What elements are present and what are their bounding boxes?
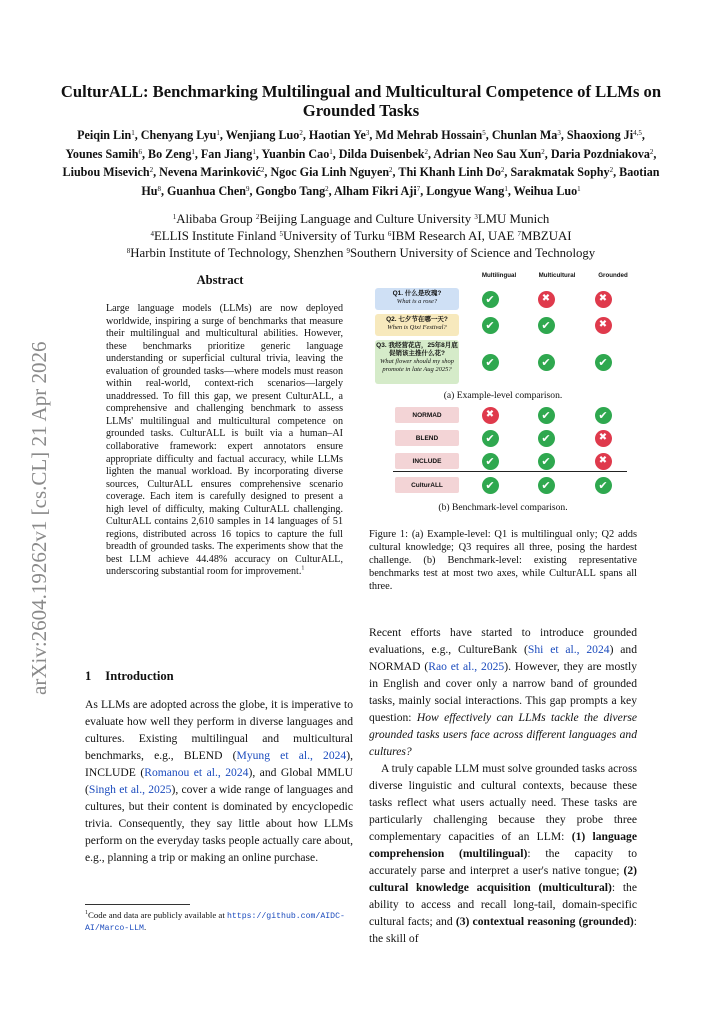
example-mark-cross-icon: ✖ — [595, 317, 612, 334]
benchmark-mark-cross-icon: ✖ — [482, 407, 499, 424]
benchmark-mark-check-icon: ✔ — [538, 407, 555, 424]
author-name: Md Mehrab Hossain — [375, 128, 483, 142]
author-name: Ngoc Gia Linh Nguyen — [270, 165, 390, 180]
right-text: : the ability to access and recall long-tail, domain-specific cultural facts; and — [369, 881, 637, 928]
right-emphasis: How effectively can LLMs tackle the diverse grounded tasks users face across different languages and cultures? — [369, 711, 637, 758]
author-name: Peiqin Lin — [77, 128, 132, 142]
author-name: Sarakmatak Sophy — [510, 165, 610, 180]
subcaption-b: (b) Benchmark-level comparison. — [438, 502, 568, 513]
right-text: : the skill of — [369, 915, 637, 945]
benchmark-mark-check-icon: ✔ — [595, 407, 612, 424]
subcaption-a: (a) Example-level comparison. — [443, 390, 563, 401]
affiliation-name: University of Turku — [282, 228, 388, 243]
arxiv-watermark-text: arXiv:2604.19262v1 [cs.CL] 21 Apr 2026 — [27, 341, 51, 695]
author-affiliation-marker: 2 — [609, 166, 614, 175]
example-question-box — [375, 288, 459, 310]
affiliation-list — [60, 211, 662, 261]
author-name: Younes Samih — [65, 146, 139, 161]
benchmark-label: INCLUDE — [395, 453, 459, 469]
author-affiliation-marker: 1 — [329, 147, 333, 156]
intro-text: ), cover a wide range of languages and cultures, but their content is dominated by encyclopedic trivia. Consequently, they say little about how LLMs perform on the everyday tasks people actually care about, e.g., planning a trip or making an online purchase. — [85, 783, 353, 864]
author-name: Chenyang Lyu — [140, 128, 217, 142]
author-name: Dilda Duisenbek — [338, 146, 425, 161]
benchmark-mark-check-icon: ✔ — [482, 430, 499, 447]
author-affiliation-marker: 2 — [299, 129, 303, 137]
question-text: Q3. 我经营花店，25年8月底促销该主推什么花? — [376, 342, 458, 357]
paper-title: CulturALL: Benchmarking Multilingual and Multicultural Competence of LLMs on Grounded Tasks — [60, 82, 662, 120]
abstract-text: Large language models (LLMs) are now deployed worldwide, inspiring a surge of benchmarks that measure their multilingual and multicultural abilities. However, these benchmarks prioritize generic language understanding or superficial cultural trivia, leaving the evaluation of grounded tasks—where models must reason within real-world, context-rich scenarios—largely unaddressed. To fill this gap, we present CulturALL, a comprehensive and challenging benchmark to assess LLMs' multilingual and multicultural competence on grounded tasks. CulturALL is built via a human–AI collaborative framework: expert annotators ensure appropriate difficulty and factual accuracy, while LLMs lighten the manual workload. By incorporating diverse sources, CulturALL ensures comprehensive scenario coverage. Each item is carefully designed to present a high level of difficulty, making CulturALL challenging. CulturALL contains 2,610 samples in 14 languages of 51 regions, distributed across 16 topics to capture the full breadth of grounded tasks. The experiments show that the best LLM achieve 44.48% accuracy on CulturALL, underscoring substantial room for improvement. — [106, 303, 343, 578]
author-affiliation-marker: 8 — [157, 184, 161, 193]
figure-divider — [393, 471, 627, 472]
right-citation[interactable]: Rao et al., 2025 — [428, 660, 505, 673]
affiliation-marker: 8 — [126, 246, 131, 255]
right-text: Recent efforts have started to introduce grounded evaluations, e.g., CultureBank ( — [369, 626, 637, 656]
right-text: A truly capable LLM must solve grounded tasks across diverse linguistic and cultural contexts, because these tasks reflect what users actually need. These tasks are particularly challenging because they probe three complementary capacities of an LLM: — [369, 762, 637, 843]
author-name: Liubou Misevich — [62, 165, 150, 180]
affiliation-marker: 5 — [279, 229, 283, 238]
affiliation-marker: 4 — [150, 229, 154, 238]
author-affiliation-marker: 4,5 — [633, 129, 642, 137]
author-affiliation-marker: 3 — [557, 129, 561, 137]
right-text: ) and NORMAD ( — [369, 643, 637, 673]
author-affiliation-marker: 2 — [541, 147, 545, 156]
example-mark-check-icon: ✔ — [538, 317, 555, 334]
author-name: Weihua Luo — [513, 183, 578, 198]
author-affiliation-marker: 2 — [649, 147, 654, 156]
author-name: Haotian Ye — [308, 128, 366, 142]
intro-text: ), INCLUDE ( — [85, 749, 353, 779]
author-affiliation-marker: 5 — [482, 129, 486, 137]
author-name: Adrian Neo Sau Xun — [433, 146, 542, 161]
author-name: Alham Fikri Aji — [334, 183, 417, 198]
example-mark-check-icon: ✔ — [482, 354, 499, 371]
intro-citation[interactable]: Myung et al., 2024 — [236, 749, 347, 762]
affiliation-marker: 9 — [346, 246, 351, 255]
affiliation-marker: 7 — [517, 229, 522, 238]
author-name: Wenjiang Luo — [225, 128, 300, 142]
footnote-text: Code and data are publicly available at — [88, 910, 227, 920]
intro-text — [85, 696, 353, 866]
example-mark-cross-icon: ✖ — [595, 291, 612, 308]
abstract-heading: Abstract — [196, 273, 244, 287]
column-header-multilingual: Multilingual — [481, 272, 517, 279]
author-name: Daria Pozdniakova — [550, 146, 650, 161]
footnote-end: . — [143, 922, 147, 932]
benchmark-mark-check-icon: ✔ — [482, 477, 499, 494]
affiliation-marker: 3 — [474, 213, 478, 221]
abstract-footnote-marker: 1 — [301, 566, 305, 573]
right-bold: (3) contextual reasoning (grounded) — [455, 915, 634, 928]
question-text: Q2. 七夕节在哪一天? — [386, 316, 448, 323]
affiliation-name: IBM Research AI, UAE — [391, 228, 518, 243]
author-name: Yuanbin Cao — [261, 146, 330, 161]
figure-1 — [369, 272, 637, 520]
author-name: Fan Jiang — [200, 146, 253, 161]
intro-citation[interactable]: Singh et al., 2025 — [88, 783, 172, 796]
author-affiliation-marker: 2 — [500, 166, 505, 175]
author-affiliation-marker: 1 — [504, 184, 508, 193]
benchmark-mark-cross-icon: ✖ — [595, 430, 612, 447]
intro-text: As LLMs are adopted across the globe, it is imperative to evaluate how well they perform in diverse languages and cultures. Existing multilingual and multicultural benchmarks, e.g., BLEND ( — [85, 698, 353, 762]
column-header-multicultural: Multicultural — [538, 272, 576, 279]
benchmark-mark-check-icon: ✔ — [482, 453, 499, 470]
affiliation-name: LMU Munich — [477, 212, 550, 226]
author-name: Chunlan Ma — [491, 128, 558, 142]
example-question-box — [375, 314, 459, 336]
right-paragraph-2 — [369, 760, 637, 947]
author-name: Guanhua Chen — [167, 183, 246, 198]
example-question-box — [375, 340, 459, 384]
affiliation-name: Beijing Language and Culture University — [259, 212, 475, 226]
author-affiliation-marker: 9 — [246, 184, 250, 193]
right-bold: (2) cultural knowledge acquisition (multicultural) — [369, 864, 637, 894]
affiliation-name: ELLIS Institute Finland — [153, 228, 280, 243]
right-citation[interactable]: Shi et al., 2024 — [527, 643, 610, 656]
question-translation: What flower should my shop promote in late Aug 2025? — [379, 358, 455, 373]
author-affiliation-marker: 1 — [577, 184, 581, 193]
right-paragraph-1 — [369, 624, 637, 760]
author-name: Shaoxiong Ji — [566, 128, 634, 142]
author-name: Gongbo Tang — [255, 183, 326, 198]
right-column-text — [369, 624, 637, 947]
affiliation-line — [60, 245, 662, 262]
example-mark-check-icon: ✔ — [482, 291, 499, 308]
question-translation: What is a rose? — [396, 298, 438, 305]
author-name: Thi Khanh Linh Do — [398, 165, 501, 180]
affiliation-marker: 1 — [172, 213, 177, 221]
author-affiliation-marker: 1 — [216, 129, 220, 137]
author-affiliation-marker: 1 — [131, 129, 135, 137]
author-affiliation-marker: 2 — [260, 166, 265, 175]
right-bold: (1) language comprehension (multilingual) — [369, 830, 637, 860]
question-text: Q1. 什么是玫瑰? — [392, 290, 442, 297]
column-header-grounded: Grounded — [598, 272, 628, 279]
section-heading — [85, 669, 174, 684]
author-name: Longyue Wang — [426, 183, 505, 198]
affiliation-marker: 2 — [255, 213, 260, 221]
author-affiliation-marker: 6 — [138, 147, 142, 156]
figure-caption: Figure 1: (a) Example-level: Q1 is multilingual only; Q2 adds cultural knowledge; Q3 requires all three, posing the hardest challenge. (b) Benchmark-level: existing representative benchmarks test at most two axes, while CulturALL spans all three. — [369, 529, 637, 592]
footnote-marker: 1 — [85, 910, 88, 917]
footnote — [85, 910, 353, 934]
benchmark-label: BLEND — [395, 430, 459, 446]
benchmark-mark-check-icon: ✔ — [538, 453, 555, 470]
author-name: Nevena Marinković — [159, 165, 261, 180]
benchmark-label: NORMAD — [395, 407, 459, 423]
affiliation-line — [60, 211, 662, 228]
section-number: 1 — [85, 669, 92, 683]
intro-text: ), and Global MMLU ( — [85, 766, 354, 796]
example-mark-check-icon: ✔ — [595, 354, 612, 371]
abstract-body — [106, 303, 343, 579]
author-name: Bo Zeng — [148, 146, 192, 161]
benchmark-mark-check-icon: ✔ — [595, 477, 612, 494]
example-mark-check-icon: ✔ — [482, 317, 499, 334]
author-affiliation-marker: 2 — [149, 166, 154, 175]
benchmark-label: CulturALL — [395, 477, 459, 493]
arxiv-watermark-svg — [6, 300, 56, 700]
author-list: Peiqin Lin$^1$, Chenyang Lyu$^1$, Wenjiang Luo$^2$, Haotian Ye$^3$, Md Mehrab Hossain$^5$, Chunlan Ma$^3$, Shaoxiong Ji$^{4,5}$, Younes Samih$^6$, Bo Zeng$^1$, Fan Jiang$^1$, Yuanbin Cao$^1$, Dilda Duisenbek$^2$, Adrian Neo Sau Xun$^2$, Daria Pozdniakova$^2$, Liubou Misevich$^2$, Nevena Marinković$^2$, Ngoc Gia Linh Nguyen$^2$, Thi Khanh Linh Do$^2$, Sarakmatak Sophy$^2$, Baotian Hu$^8$, Guanhua Chen$^9$, Gongbo Tang$^2$, Alham Fikri Aji$^7$, Longyue Wang$^1$, Weihua Luo$^1$ — [62, 128, 660, 198]
benchmark-mark-cross-icon: ✖ — [595, 453, 612, 470]
right-text: ). However, they are mostly in English and cover only a narrow band of grounded tasks, mainly social interactions. This gap prompts a key question: — [369, 660, 637, 724]
footnote-divider — [85, 904, 190, 905]
author-affiliation-marker: 1 — [252, 147, 256, 156]
example-mark-cross-icon: ✖ — [538, 291, 555, 308]
author-affiliation-marker: 2 — [325, 184, 329, 193]
affiliation-line — [60, 228, 662, 245]
affiliation-name: MBZUAI — [521, 228, 572, 243]
author-affiliation-marker: 1 — [191, 147, 195, 156]
intro-paragraph — [85, 696, 353, 866]
author-affiliation-marker: 3 — [365, 129, 370, 137]
section-title: Introduction — [105, 669, 174, 683]
affiliation-name: Southern University of Science and Technology — [350, 245, 596, 260]
author-affiliation-marker: 2 — [389, 166, 393, 175]
benchmark-mark-check-icon: ✔ — [538, 477, 555, 494]
affiliation-name: Alibaba Group — [176, 212, 256, 226]
author-affiliation-marker: 2 — [424, 147, 428, 156]
author-name: Baotian Hu — [141, 165, 660, 198]
example-mark-check-icon: ✔ — [538, 354, 555, 371]
footnote-url[interactable]: https://github.com/AIDC-AI/Marco-LLM — [85, 912, 345, 933]
arxiv-watermark — [6, 300, 56, 700]
affiliation-name: Harbin Institute of Technology, Shenzhen — [130, 245, 347, 260]
intro-citation[interactable]: Romanou et al., 2024 — [144, 766, 249, 779]
right-text: : the capacity to accurately parse and interpret a user's native tongue; — [369, 847, 637, 877]
benchmark-mark-check-icon: ✔ — [538, 430, 555, 447]
author-affiliation-marker: 7 — [416, 184, 421, 193]
question-translation: When is Qixi Festival? — [387, 324, 447, 331]
affiliation-marker: 6 — [387, 229, 392, 238]
